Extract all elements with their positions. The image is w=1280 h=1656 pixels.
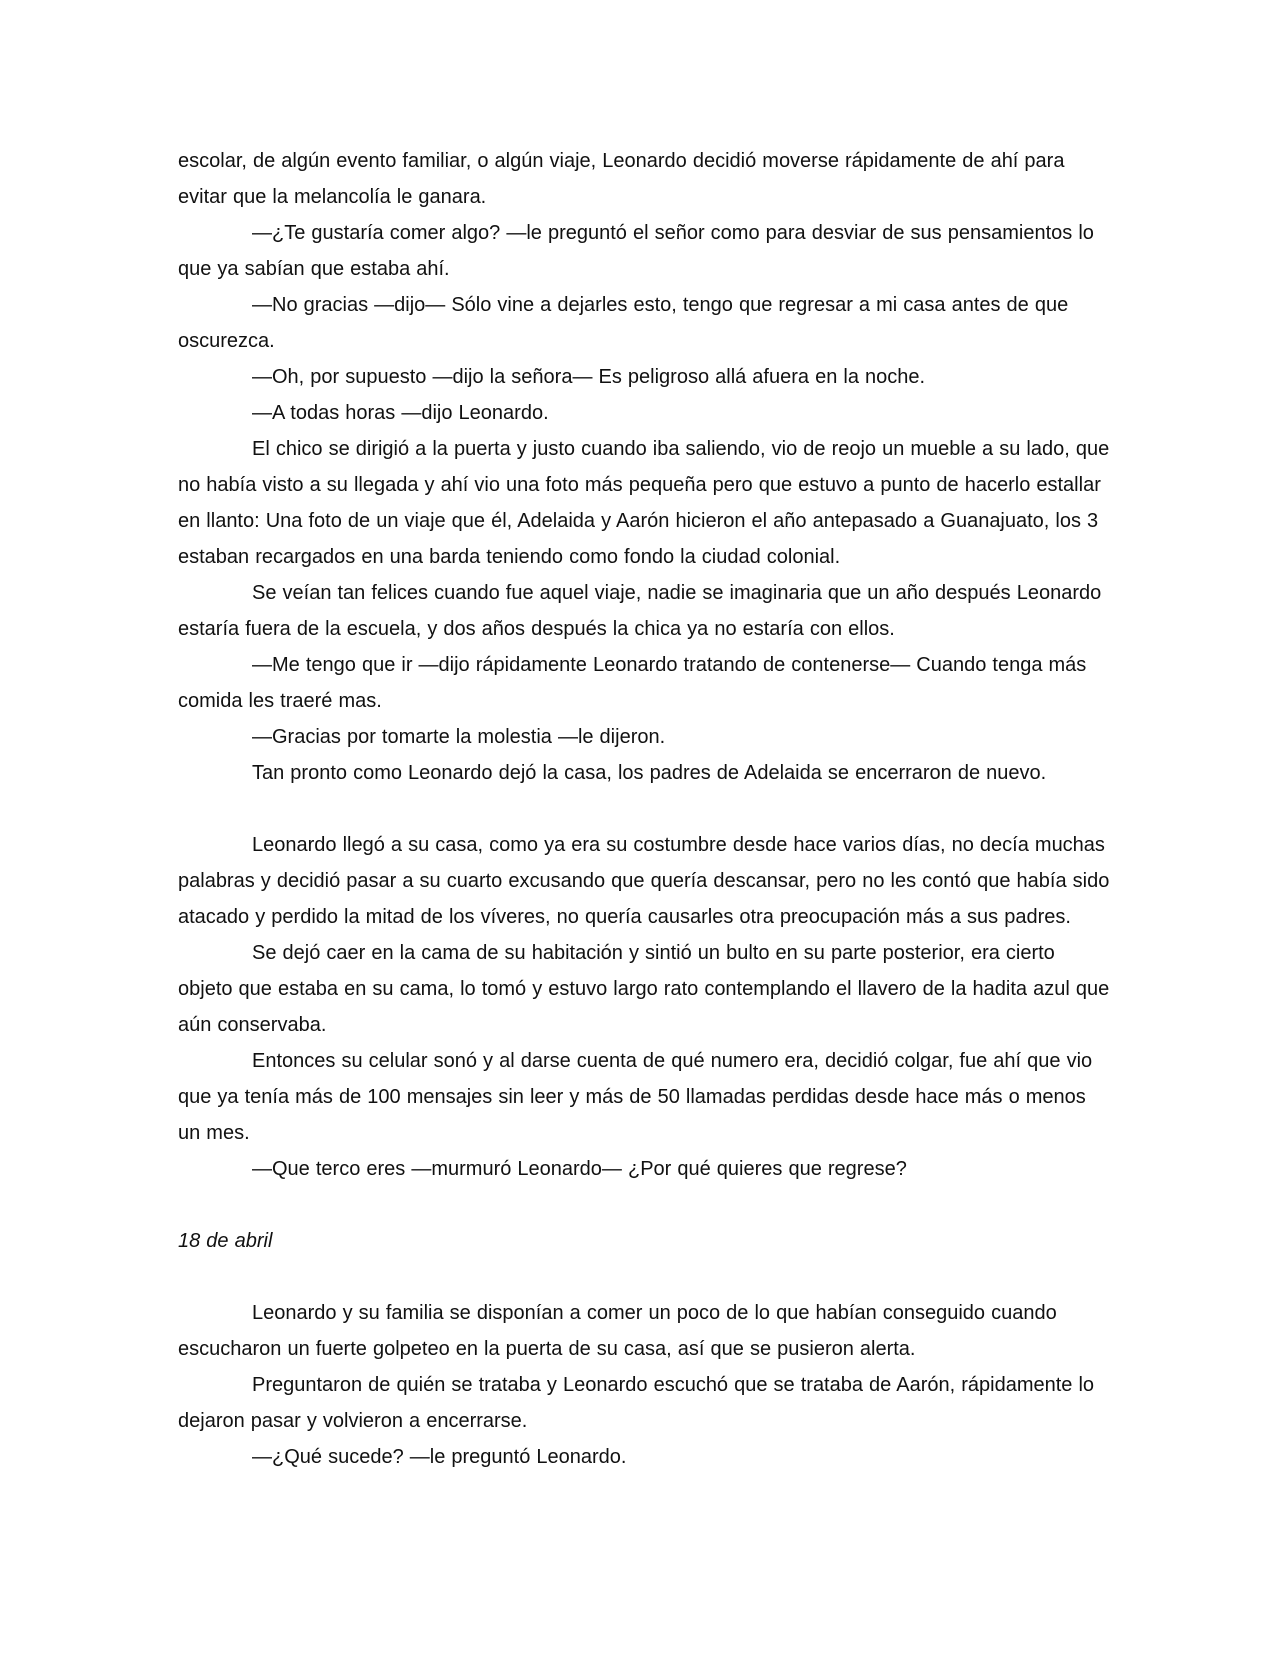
paragraph: escolar, de algún evento familiar, o algún viaje, Leonardo decidió moverse rápidamente de ahí para evitar que la melancolía le ganara.: [178, 150, 1065, 208]
section-break: [178, 1259, 1113, 1295]
paragraph: El chico se dirigió a la puerta y justo cuando iba saliendo, vio de reojo un mueble a su lado, que no había visto a su llegada y ahí vio una foto más pequeña pero que estuvo a punto de hacerlo estallar en llanto: Una foto de un viaje que él, Adelaida y Aarón hicieron el año antepasado a Guanajuato, los 3 estaban recargados en una barda teniendo como fondo la ciudad colonial.: [178, 438, 1110, 568]
dialogue-line: —No gracias —dijo— Sólo vine a dejarles esto, tengo que regresar a mi casa antes de que oscurezca.: [178, 294, 1069, 352]
paragraph: Tan pronto como Leonardo dejó la casa, los padres de Adelaida se encerraron de nuevo.: [252, 762, 1047, 784]
date-heading: 18 de abril: [178, 1230, 273, 1252]
dialogue-line: —¿Te gustaría comer algo? —le preguntó el señor como para desviar de sus pensamientos lo que ya sabían que estaba ahí.: [178, 222, 1094, 280]
section-break: [178, 791, 1113, 827]
dialogue-line: —Gracias por tomarte la molestia —le dijeron.: [252, 726, 666, 748]
paragraph: Se veían tan felices cuando fue aquel viaje, nadie se imaginaria que un año después Leonardo estaría fuera de la escuela, y dos años después la chica ya no estaría con ellos.: [178, 582, 1102, 640]
dialogue-line: —Que terco eres —murmuró Leonardo— ¿Por qué quieres que regrese?: [252, 1158, 907, 1180]
paragraph: Leonardo y su familia se disponían a comer un poco de lo que habían conseguido cuando escucharon un fuerte golpeteo en la puerta de su casa, así que se pusieron alerta.: [178, 1302, 1057, 1360]
paragraph: Se dejó caer en la cama de su habitación y sintió un bulto en su parte posterior, era cierto objeto que estaba en su cama, lo tomó y estuvo largo rato contemplando el llavero de la hadita azul que aún conservaba.: [178, 942, 1110, 1036]
dialogue-line: —A todas horas —dijo Leonardo.: [252, 402, 549, 424]
paragraph: Leonardo llegó a su casa, como ya era su costumbre desde hace varios días, no decía muchas palabras y decidió pasar a su cuarto excusando que quería descansar, pero no les contó que había sido atacado y perdido la mitad de los víveres, no quería causarles otra preocupación más a sus padres.: [178, 834, 1110, 928]
section-break: [178, 1187, 1113, 1223]
paragraph: Preguntaron de quién se trataba y Leonardo escuchó que se trataba de Aarón, rápidamente lo dejaron pasar y volvieron a encerrarse.: [178, 1374, 1095, 1432]
document-page: [178, 143, 1113, 1475]
dialogue-line: —Oh, por supuesto —dijo la señora— Es peligroso allá afuera en la noche.: [252, 366, 926, 388]
dialogue-line: —¿Qué sucede? —le preguntó Leonardo.: [252, 1446, 627, 1468]
dialogue-line: —Me tengo que ir —dijo rápidamente Leonardo tratando de contenerse— Cuando tenga más comida les traeré mas.: [178, 654, 1087, 712]
paragraph: Entonces su celular sonó y al darse cuenta de qué numero era, decidió colgar, fue ahí que vio que ya tenía más de 100 mensajes sin leer y más de 50 llamadas perdidas desde hace más o menos un mes.: [178, 1050, 1093, 1144]
